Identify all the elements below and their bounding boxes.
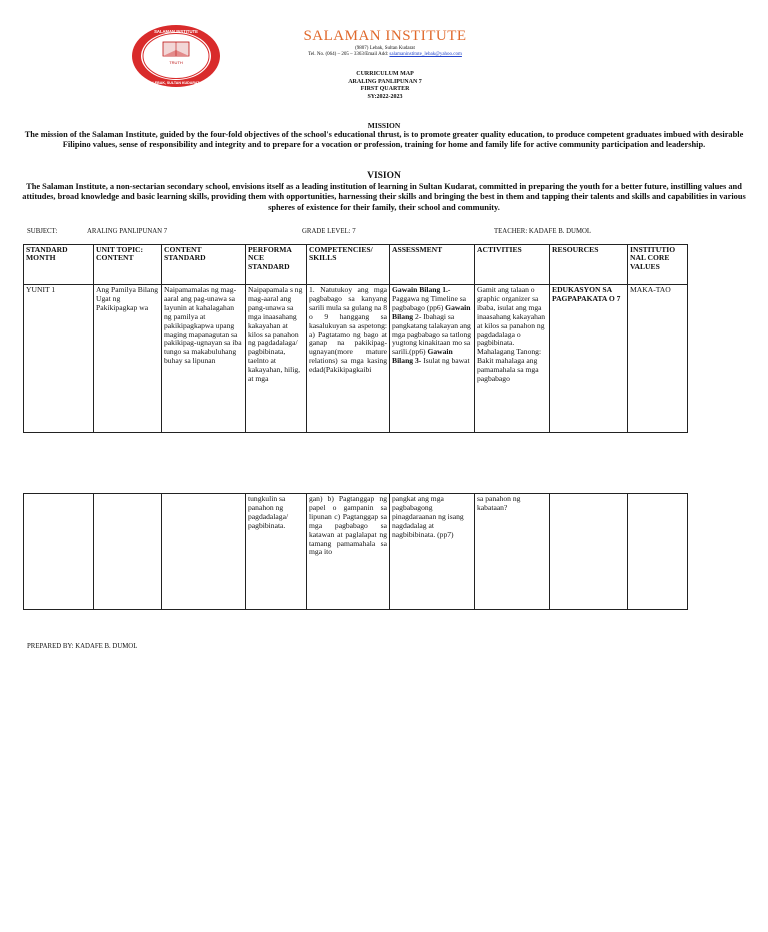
table-row	[24, 494, 688, 610]
doc-subject: ARALING PANLIPUNAN 7	[348, 78, 422, 85]
curriculum-map-table-continued	[23, 493, 688, 610]
institute-address: (9807) Lebak, Sultan Kudarat	[355, 46, 415, 51]
cell-competencies-cont: gan) b) Pagtanggap ng papel o gampanin sa lipunan c) Pagtanggap sa mga pagbabago sa katawan at paglalapat ng tamang pamamahala sa mga ito	[307, 494, 390, 610]
cell-content-standard: Naipamamalas ng mag-aaral ang pag-unawa sa layunin at kahalagahan ng pamilya at pakikipagkapwa upang maging mapanagutan sa pakikipag-ugnayan sa iba tungo sa makabuluhang buhay sa lipunan	[162, 285, 246, 433]
header-content-standard: CONTENT STANDARD	[162, 245, 246, 285]
doc-school-year: SY:2022-2023	[367, 93, 403, 100]
cell-month: YUNIT 1	[24, 285, 94, 433]
institute-name: SALAMAN INSTITUTE	[303, 28, 467, 44]
doc-quarter: FIRST QUARTER	[360, 86, 410, 92]
cell-empty	[24, 494, 94, 610]
assessment-g1-text: Paggawa ng Timeline sa pagbabago (pp6)	[392, 293, 467, 312]
assessment-g1-title: Gawain Bilang 1.-	[392, 285, 451, 294]
cell-empty	[162, 494, 246, 610]
cell-resources: EDUKASYON SA PAGPAPAKATA O 7	[550, 285, 628, 433]
cell-core-values: MAKA-TAO	[628, 285, 688, 433]
document-title-block	[240, 71, 530, 101]
email-link[interactable]: salamaninstitute_lebak@yahoo.com	[389, 52, 462, 57]
vision-text: The Salaman Institute, a non-sectarian secondary school, envisions itself as a leading institution of learning in Sultan Kudarat, committed in preparing the youth for a better future, instilling values and attitudes, broad knowledge and basic learning skills, providing them with opportunities, harnessing their skills and bringing the best in them and tapping their talents and skills and capabilities in various spheres of existence for their family, their school and community.	[22, 182, 746, 212]
cell-empty	[550, 494, 628, 610]
cell-performance-standard: Naipapamala s ng mag-aaral ang pang-unawa sa mga inaasahang kakayahan at kilos sa panahon ng pagdadalaga/ pagbibinata, taelnto at kakayahan, hilig, at mga	[246, 285, 307, 433]
doc-title: CURRICULUM MAP	[356, 71, 414, 77]
seal-bottom-text: LEBAK, SULTAN KUDARAT	[152, 81, 200, 85]
header-performance-standard: PERFORMA NCE STANDARD	[246, 245, 307, 285]
header-standard-month: STANDARD MONTH	[24, 245, 94, 285]
header-unit-topic: UNIT TOPIC: CONTENT	[94, 245, 162, 285]
mission-text: The mission of the Salaman Institute, guided by the four-fold objectives of the school's educational thrust, is to promote greater quality education, to produce competent graduates imbued with desirable Filipino values, sense of responsibility and integrity and to prepare for a vocation or profession, training for home and family life for active community participation and leadership.	[24, 130, 744, 150]
subject-value: ARALING PANLIPUNAN 7	[87, 228, 168, 235]
vision-title: VISION	[367, 171, 401, 181]
cell-competencies: 1. Natutukoy ang mga pagbabago sa kanyang sarili mula sa gulang na 8 o 9 hanggang sa kasalukuyan sa aspetong: a) Pagtatamo ng bago at ganap na pakikipag-ugnayan(more mature relations) sa mga kasing edad(Pakikipagkaibi	[307, 285, 390, 433]
prepared-by: PREPARED BY: KADAFE B. DUMOL	[27, 643, 138, 650]
header-activities: ACTIVITIES	[475, 245, 550, 285]
cell-empty	[628, 494, 688, 610]
assessment-g3-text: Isulat ng bawat	[423, 356, 470, 366]
header-core-values: INSTITUTIO NAL CORE VALUES	[628, 245, 688, 285]
assessment-g2-title: Gawain Bilang	[392, 302, 471, 321]
cell-assessment-cont: pangkat ang mga pagbabagong pinagdaraanan ng isang nagdadalag at nagbibibinata. (pp7)	[390, 494, 475, 610]
school-seal-logo	[131, 24, 221, 88]
contact-prefix: Tel. No. (064) – 205 – 3363/Email Add:	[308, 52, 389, 57]
table-header-row	[24, 245, 688, 285]
institute-contact	[240, 52, 530, 58]
subject-label: SUBJECT:	[27, 228, 58, 235]
cell-activities-cont: sa panahon ng kabataan?	[475, 494, 550, 610]
teacher-label: TEACHER: KADAFE B. DUMOL	[494, 228, 592, 235]
cell-unit-topic: Ang Pamilya Bilang Ugat ng Pakikipagkap wa	[94, 285, 162, 433]
header-resources: RESOURCES	[550, 245, 628, 285]
grade-level-label: GRADE LEVEL: 7	[302, 228, 356, 235]
cell-assessment	[390, 285, 475, 433]
header-assessment: ASSESSMENT	[390, 245, 475, 285]
seal-top-text: SALAMAN INSTITUTE	[154, 29, 198, 34]
assessment-g2-text: 2- Ibahagi sa pangkatang talakayan ang mga pagbabago sa tatlong yugtong kinakitaan mo sa sarili.(pp6)	[392, 311, 472, 357]
cell-performance-standard-cont: tungkulin sa panahon ng pagdadalaga/ pagbibinata.	[246, 494, 307, 610]
seal-center-text: TRUTH	[169, 60, 183, 65]
cell-activities: Gamit ang talaan o graphic organizer sa ibaba, isulat ang mga inaasahang kakayahan at kilos sa panahon ng pagdadalaga o pagbibinata. Mahalagang Tanong: Bakit mahalaga ang pamamahala sa mga pagbabago	[475, 285, 550, 433]
table-row	[24, 285, 688, 433]
institute-address-block	[240, 46, 530, 58]
cell-empty	[94, 494, 162, 610]
curriculum-map-table	[23, 244, 688, 433]
assessment-g3-title: Gawain Bilang 3-	[392, 347, 453, 366]
header-competencies: COMPETENCIES/ SKILLS	[307, 245, 390, 285]
mission-title: MISSION	[367, 121, 401, 130]
